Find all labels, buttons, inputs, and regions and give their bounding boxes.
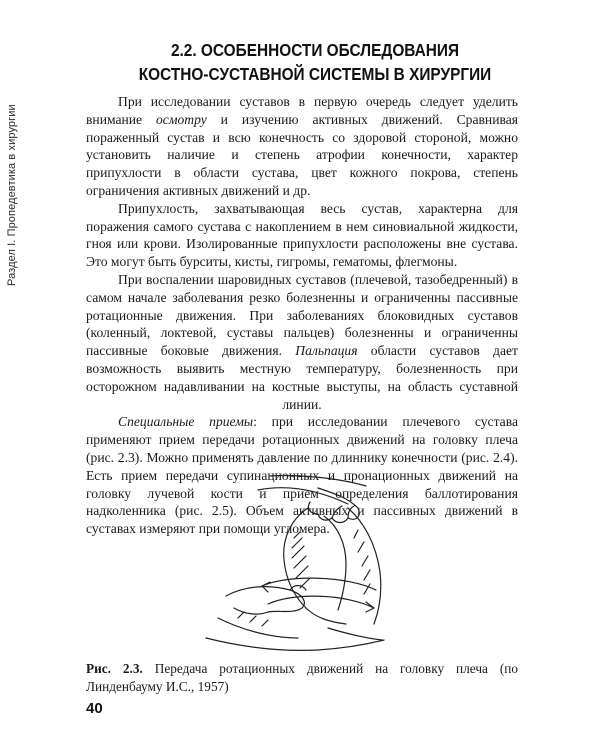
paragraph-4-emphasis: Специальные приемы <box>118 414 254 430</box>
paragraph-3-part-a: При воспалении шаровидных суставов (плечевой, тазобедренный) в самом начале заболевания резко болезненны и ограниченны пассивные ротационные движения. При заболеваниях блоковидных суставов (коленный, локтевой, суставы пальцев) болезненны и ограниченны пассивные боковые движения. <box>86 271 518 359</box>
paragraph-3-emphasis: Пальпация <box>295 343 358 359</box>
figure-caption-text: Передача ротационных движений на головку плеча (по Линденбауму И.С., 1957) <box>86 661 519 694</box>
figure-caption <box>86 660 518 695</box>
paragraph-4-part-b: : при исследовании плечевого сустава применяют прием передачи ротационных движений на головку плеча (рис. 2.3). Можно применять давление по длиннику конечности (рис. 2.4). Есть прием передачи супинационных и пронационных движений на головку лучевой кости и прием определения баллотирования надколенника (рис. 2.5). Объем активных и пассивных движений в суставах измеряют при помощи угломера. <box>86 414 518 537</box>
section-title-line-1: 2.2. ОСОБЕННОСТИ ОБСЛЕДОВАНИЯ <box>170 40 460 60</box>
section-title-line-2: КОСТНО-СУСТАВНОЙ СИСТЕМЫ В ХИРУРГИИ <box>138 64 492 84</box>
paragraph-2: Припухлость, захватывающая весь сустав, характерна для поражения самого сустава с накоплением в нем синовиальной жидкости, гноя или крови. Изолированные припухлости расположены вне сустава. Это могут быть бурситы, кисты, гигромы, гематомы, флегмоны. <box>86 200 518 270</box>
section-title <box>99 38 530 86</box>
paragraph-1-part-a: При исследовании суставов в первую очередь следует уделить внимание <box>86 94 518 127</box>
page-number: 40 <box>86 700 103 717</box>
figure-caption-label: Рис. 2.3. <box>86 661 143 676</box>
shoulder-rotation-illustration <box>198 468 428 660</box>
figure-2-3 <box>198 468 428 660</box>
paragraph-1-part-b: и изучению активных движений. Сравнивая пораженный сустав и всю конечность со здоровой стороной, можно установить наличие и степень атрофии конечности, характер припухлости в области сустава, цвет кожного покрова, степень ограничения активных движений и др. <box>86 111 519 198</box>
paragraph-1-emphasis: осмотру <box>156 111 207 127</box>
paragraph-3 <box>86 271 518 413</box>
paragraph-3-part-b: области суставов дает возможность выявить местную температуру, болезненность при осторожном надавливании на костные выступы, на область суставной линии. <box>86 343 518 412</box>
section-side-label <box>6 36 20 286</box>
section-side-label-text: Раздел I. Пропедевтика в хирургии <box>6 104 18 286</box>
paragraph-1 <box>86 93 518 200</box>
